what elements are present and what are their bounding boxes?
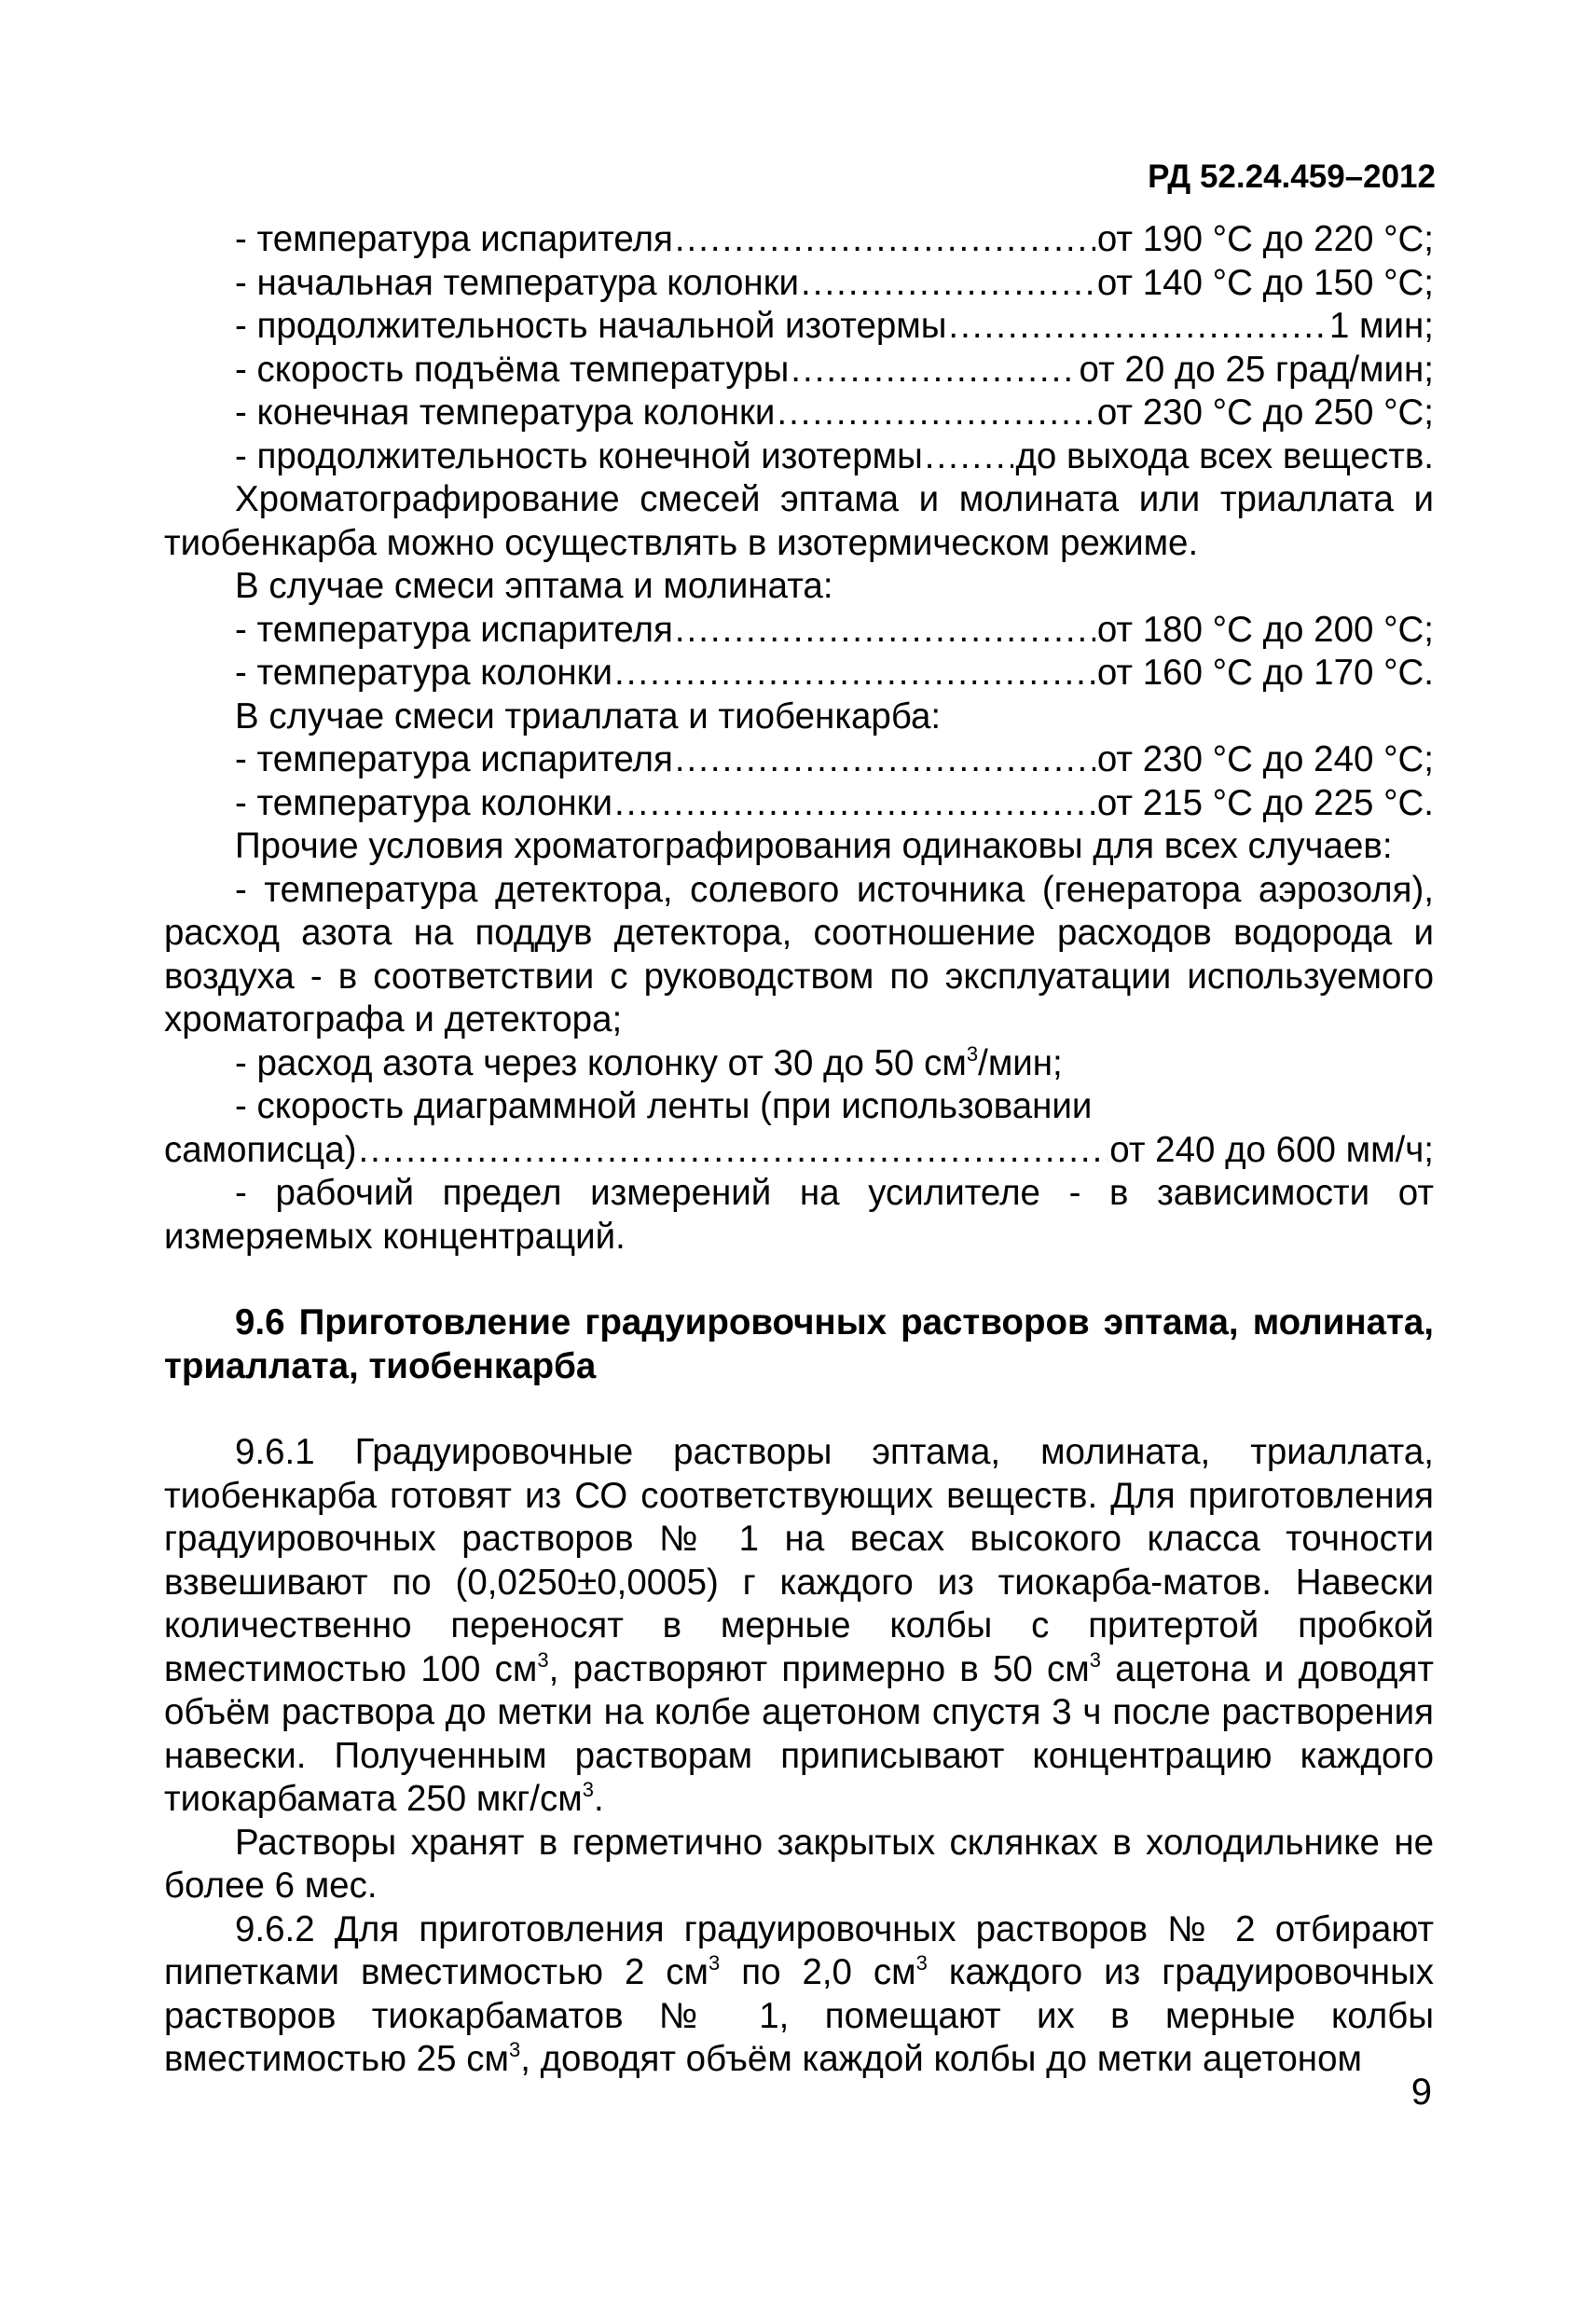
param-line <box>164 218 1434 262</box>
chart-speed-line: - скорость диаграммной ленты (при использовании <box>235 1086 1093 1126</box>
param-value: от 240 до 600 мм/ч; <box>1109 1129 1434 1170</box>
other-conditions: Прочие условия хроматографирования одинаковы для всех случаев: <box>235 826 1393 866</box>
text-run: . <box>593 1779 604 1819</box>
text-run: каждого из градуировочных растворов тиокарбаматов № 1, помещают их в мерные колбы вместимостью 25 см <box>164 1952 1434 2079</box>
param-value: от 230 °С до 240 °С; <box>1096 739 1434 779</box>
param-line <box>164 435 1434 479</box>
leader-dots <box>777 392 1094 435</box>
amplifier-paragraph: - рабочий предел измерений на усилителе - в зависимости от измеряемых концентраций. <box>164 1173 1434 1257</box>
case1-title: В случае смеси эптама и молината: <box>235 566 833 606</box>
leader-dots <box>791 349 1077 392</box>
param-line <box>164 349 1434 392</box>
page-content <box>164 218 1434 2082</box>
section-heading: 9.6 Приготовление градуировочных растворов эптама, молината, триаллата, тиобенкарба <box>164 1302 1434 1386</box>
paragraph-9-6-2 <box>164 1908 1434 2082</box>
superscript: 3 <box>966 1041 979 1066</box>
param-line <box>164 609 1434 653</box>
param-value: от 140 °С до 150 °С; <box>1096 262 1434 303</box>
text-run: 9.6.2 Для приготовления градуировочных растворов № 2 отбирают пипетками вместимостью 2 см <box>164 1908 1434 1992</box>
param-line <box>164 305 1434 349</box>
param-label: - продолжительность начальной изотермы <box>235 306 947 346</box>
text-run: , доводят объём каждой колбы до метки ацетоном <box>520 2039 1362 2079</box>
leader-dots <box>614 652 1095 695</box>
param-value: от 180 °С до 200 °С; <box>1096 609 1434 650</box>
param-line <box>164 782 1434 826</box>
param-line <box>164 1129 1434 1173</box>
param-value: от 230 °С до 250 °С; <box>1096 392 1434 433</box>
param-line <box>164 652 1434 695</box>
nitrogen-flow <box>164 1042 1434 1086</box>
case2-title: В случае смеси триаллата и тиобенкарба: <box>235 695 942 737</box>
document-code: РД 52.24.459–2012 <box>1148 158 1436 195</box>
param-label: - температура колонки <box>235 782 613 823</box>
superscript: 3 <box>1089 1647 1101 1672</box>
leader-dots <box>948 305 1328 349</box>
page-number: 9 <box>1410 2072 1432 2113</box>
param-label: - продолжительность конечной изотермы <box>235 435 923 476</box>
param-value: от 215 °С до 225 °С. <box>1096 782 1434 823</box>
param-value: от 20 до 25 град/мин; <box>1079 349 1434 390</box>
param-label: - скорость подъёма температуры <box>235 349 790 390</box>
param-line <box>164 262 1434 306</box>
param-label: - температура испарителя <box>235 219 673 259</box>
superscript: 3 <box>709 1951 721 1975</box>
param-value: от 190 °С до 220 °С; <box>1096 219 1434 259</box>
leader-dots <box>614 782 1095 826</box>
superscript: 3 <box>915 1951 928 1975</box>
storage-paragraph: Растворы хранят в герметично закрытых склянках в холодильнике не более 6 мес. <box>164 1822 1434 1906</box>
leader-dots <box>675 738 1095 782</box>
param-label: - температура испарителя <box>235 609 673 650</box>
param-label: - температура испарителя <box>235 739 673 779</box>
param-label: - начальная температура колонки <box>235 262 800 303</box>
isothermal-note: Хроматографирование смесей эптама и молината или триаллата и тиобенкарба можно осуществлять в изотермическом режиме. <box>164 479 1434 563</box>
param-label: - температура колонки <box>235 653 613 693</box>
leader-dots <box>925 435 1014 479</box>
superscript: 3 <box>537 1647 549 1672</box>
param-value: до выхода всех веществ. <box>1015 435 1434 476</box>
leader-dots <box>675 609 1095 653</box>
param-label: самописца) <box>164 1129 357 1170</box>
leader-dots <box>358 1129 1108 1173</box>
leader-dots <box>801 262 1095 306</box>
leader-dots <box>675 218 1095 262</box>
param-line <box>164 738 1434 782</box>
param-line <box>164 392 1434 435</box>
text-run: по 2,0 см <box>720 1952 916 1992</box>
nitrogen-flow-text: - расход азота через колонку от 30 до 50 см <box>235 1042 967 1083</box>
param-value: от 160 °С до 170 °С. <box>1096 653 1434 693</box>
text-run: ацетона и доводят объём раствора до метки на колбе ацетоном спустя 3 ч после растворения навески. Полученным растворам приписывают концентрацию каждого тиокарбамата 250 мкг/см <box>164 1648 1434 1819</box>
paragraph-9-6-1 <box>164 1431 1434 1822</box>
superscript: 3 <box>508 2038 521 2061</box>
detector-paragraph: - температура детектора, солевого источника (генератора аэрозоля), расход азота на поддув детектора, соотношение расходов водорода и воздуха - в соответствии с руководством по эксплуатации используемого хроматографа и детектора; <box>164 869 1434 1039</box>
nitrogen-flow-unit: /мин; <box>978 1042 1063 1083</box>
text-run: , растворяют примерно в 50 см <box>548 1648 1090 1689</box>
superscript: 3 <box>582 1778 594 1801</box>
text-run: 9.6.1 Градуировочные растворы эптама, молината, триаллата, тиобенкарба готовят из СО соответствующих веществ. Для приготовления градуировочных растворов № 1 на весах высокого класса точности взвешивают по (0,0250±0,0005) г каждого из тиокарба-матов. Навески количественно переносят в мерные колбы с притертой пробкой вместимостью 100 см <box>164 1432 1434 1689</box>
param-value: 1 мин; <box>1328 306 1434 346</box>
param-label: - конечная температура колонки <box>235 392 776 433</box>
